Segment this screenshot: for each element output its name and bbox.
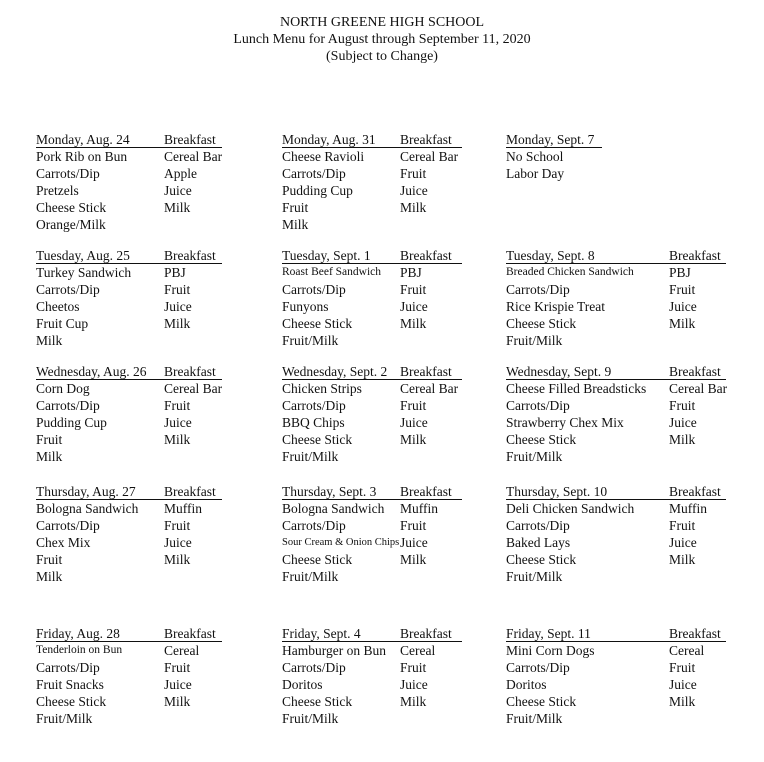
breakfast-items: [400, 500, 438, 568]
breakfast-item: Juice: [400, 183, 428, 198]
breakfast-item: Milk: [400, 552, 427, 567]
day-header: [506, 132, 602, 148]
breakfast-item: Apple: [164, 166, 197, 181]
day-date: Thursday, Sept. 3: [282, 484, 377, 499]
breakfast-label: Breakfast: [164, 248, 216, 263]
breakfast-item: Cereal Bar: [400, 381, 459, 396]
day-date: Tuesday, Aug. 25: [36, 248, 130, 263]
lunch-item: Cheese Stick: [36, 200, 107, 215]
breakfast-item: Cereal: [400, 643, 436, 658]
day-date: Monday, Sept. 7: [506, 132, 595, 147]
lunch-item: Bologna Sandwich: [36, 501, 139, 516]
lunch-item: Cheese Stick: [506, 432, 577, 447]
day-header: [36, 364, 222, 380]
breakfast-item: Juice: [164, 299, 192, 314]
breakfast-items: [400, 642, 435, 710]
day-header: [282, 364, 462, 380]
lunch-items: [506, 642, 595, 727]
lunch-items: [282, 500, 399, 585]
day-header: [506, 248, 726, 264]
lunch-item: Deli Chicken Sandwich: [506, 501, 635, 516]
breakfast-item: Juice: [669, 535, 697, 550]
lunch-item: Fruit/Milk: [506, 449, 563, 464]
lunch-item: Milk: [36, 449, 63, 464]
breakfast-items: [164, 500, 202, 568]
breakfast-item: Fruit: [669, 398, 696, 413]
lunch-item: Carrots/Dip: [506, 660, 570, 675]
lunch-items: [506, 264, 634, 349]
lunch-item: Turkey Sandwich: [36, 265, 132, 280]
breakfast-item: Cereal Bar: [669, 381, 728, 396]
day-date: Thursday, Aug. 27: [36, 484, 136, 499]
lunch-items: [36, 380, 107, 465]
breakfast-item: Fruit: [669, 660, 696, 675]
lunch-item: Fruit/Milk: [282, 711, 339, 726]
breakfast-item: Milk: [400, 694, 427, 709]
lunch-item: Cheese Ravioli: [282, 149, 365, 164]
lunch-item: Bologna Sandwich: [282, 501, 385, 516]
lunch-items: [282, 148, 364, 233]
breakfast-item: Milk: [164, 694, 191, 709]
breakfast-item: Fruit: [400, 166, 427, 181]
lunch-item: Hamburger on Bun: [282, 643, 386, 658]
lunch-item: Carrots/Dip: [36, 660, 100, 675]
breakfast-item: Milk: [164, 432, 191, 447]
day-date: Tuesday, Sept. 1: [282, 248, 371, 263]
menu-note: (Subject to Change): [326, 49, 438, 64]
breakfast-item: Milk: [669, 432, 696, 447]
day-date: Wednesday, Aug. 26: [36, 364, 147, 379]
lunch-item: Breaded Chicken Sandwich: [506, 266, 634, 278]
lunch-item: Funyons: [282, 299, 329, 314]
breakfast-item: Juice: [669, 299, 697, 314]
menu-title: Lunch Menu for August through September 11, 2020: [233, 32, 531, 47]
breakfast-item: Milk: [400, 200, 427, 215]
breakfast-item: Milk: [164, 552, 191, 567]
lunch-item: Fruit: [36, 552, 63, 567]
breakfast-item: Milk: [669, 316, 696, 331]
breakfast-label: Breakfast: [164, 626, 216, 641]
lunch-item: Milk: [36, 569, 63, 584]
day-header: [36, 132, 222, 148]
day-date: Monday, Aug. 24: [36, 132, 130, 147]
lunch-item: Fruit/Milk: [282, 569, 339, 584]
lunch-item: Cheetos: [36, 299, 80, 314]
lunch-item: Milk: [282, 217, 309, 232]
lunch-item: Roast Beef Sandwich: [282, 266, 382, 278]
lunch-item: Pretzels: [36, 183, 79, 198]
breakfast-item: Muffin: [669, 501, 708, 516]
lunch-item: Mini Corn Dogs: [506, 643, 595, 658]
lunch-item: Fruit/Milk: [282, 333, 339, 348]
day-date: Tuesday, Sept. 8: [506, 248, 595, 263]
breakfast-item: Fruit: [400, 282, 427, 297]
lunch-item: BBQ Chips: [282, 415, 345, 430]
day-date: Wednesday, Sept. 2: [282, 364, 388, 379]
breakfast-items: [400, 380, 458, 448]
lunch-item: Fruit: [282, 200, 309, 215]
lunch-items: [282, 264, 381, 349]
breakfast-item: Juice: [164, 677, 192, 692]
lunch-item: Fruit Snacks: [36, 677, 104, 692]
breakfast-item: Fruit: [164, 660, 191, 675]
breakfast-item: Fruit: [669, 518, 696, 533]
lunch-items: [36, 642, 122, 727]
breakfast-item: Cereal: [669, 643, 705, 658]
lunch-item: Doritos: [506, 677, 547, 692]
lunch-item: Cheese Stick: [282, 552, 353, 567]
lunch-item: Fruit/Milk: [506, 569, 563, 584]
breakfast-item: Juice: [400, 299, 428, 314]
school-name: NORTH GREENE HIGH SCHOOL: [279, 15, 485, 30]
lunch-item: Carrots/Dip: [506, 282, 570, 297]
breakfast-item: Juice: [400, 535, 428, 550]
breakfast-label: Breakfast: [400, 626, 452, 641]
breakfast-item: Cereal Bar: [400, 149, 459, 164]
lunch-item: Sour Cream & Onion Chips: [282, 537, 400, 548]
breakfast-items: [669, 264, 697, 332]
lunch-item: Tenderloin on Bun: [36, 644, 123, 656]
breakfast-items: [164, 642, 199, 710]
lunch-item: Carrots/Dip: [36, 166, 100, 181]
breakfast-item: Fruit: [164, 518, 191, 533]
breakfast-item: Muffin: [164, 501, 203, 516]
lunch-item: Fruit: [36, 432, 63, 447]
breakfast-label: Breakfast: [669, 626, 721, 641]
breakfast-item: Juice: [164, 415, 192, 430]
breakfast-item: Muffin: [400, 501, 439, 516]
document-header: [0, 14, 764, 65]
breakfast-item: Fruit: [669, 282, 696, 297]
day-header: [36, 248, 222, 264]
breakfast-label: Breakfast: [164, 132, 216, 147]
lunch-item: Carrots/Dip: [36, 398, 100, 413]
day-header: [36, 626, 222, 642]
breakfast-label: Breakfast: [164, 364, 216, 379]
lunch-item: No School: [506, 149, 564, 164]
day-header: [506, 484, 726, 500]
breakfast-items: [400, 148, 458, 216]
breakfast-item: Cereal: [164, 643, 200, 658]
lunch-item: Labor Day: [506, 166, 565, 181]
lunch-item: Fruit/Milk: [506, 333, 563, 348]
breakfast-item: Milk: [669, 552, 696, 567]
lunch-item: Baked Lays: [506, 535, 571, 550]
lunch-items: [506, 380, 646, 465]
day-header: [506, 626, 726, 642]
lunch-item: Pudding Cup: [36, 415, 107, 430]
lunch-item: Carrots/Dip: [36, 282, 100, 297]
breakfast-item: Juice: [164, 535, 192, 550]
lunch-item: Fruit/Milk: [506, 711, 563, 726]
day-header: [36, 484, 222, 500]
breakfast-label: Breakfast: [400, 484, 452, 499]
lunch-item: Orange/Milk: [36, 217, 106, 232]
lunch-item: Cheese Stick: [282, 316, 353, 331]
lunch-items: [36, 264, 131, 349]
breakfast-item: PBJ: [669, 265, 691, 280]
breakfast-items: [669, 380, 727, 448]
lunch-item: Cheese Filled Breadsticks: [506, 381, 647, 396]
day-header: [282, 626, 462, 642]
day-header: [506, 364, 726, 380]
breakfast-item: Fruit: [164, 282, 191, 297]
breakfast-item: Milk: [164, 316, 191, 331]
breakfast-item: Fruit: [400, 398, 427, 413]
breakfast-item: Cereal Bar: [164, 149, 223, 164]
breakfast-item: Cereal Bar: [164, 381, 223, 396]
breakfast-item: Juice: [669, 415, 697, 430]
lunch-item: Carrots/Dip: [282, 166, 346, 181]
day-header: [282, 248, 462, 264]
lunch-item: Carrots/Dip: [506, 518, 570, 533]
lunch-items: [36, 500, 138, 585]
lunch-items: [282, 380, 362, 465]
lunch-items: [506, 148, 564, 182]
lunch-item: Fruit/Milk: [36, 711, 93, 726]
lunch-item: Chex Mix: [36, 535, 91, 550]
breakfast-label: Breakfast: [669, 484, 721, 499]
day-date: Thursday, Sept. 10: [506, 484, 608, 499]
lunch-item: Cheese Stick: [282, 432, 353, 447]
day-header: [282, 132, 462, 148]
breakfast-item: Milk: [164, 200, 191, 215]
breakfast-item: PBJ: [164, 265, 186, 280]
lunch-item: Carrots/Dip: [506, 398, 570, 413]
lunch-item: Fruit/Milk: [282, 449, 339, 464]
lunch-item: Carrots/Dip: [36, 518, 100, 533]
breakfast-item: Juice: [400, 415, 428, 430]
lunch-item: Cheese Stick: [506, 316, 577, 331]
breakfast-label: Breakfast: [669, 248, 721, 263]
breakfast-item: Juice: [400, 677, 428, 692]
day-date: Friday, Sept. 4: [282, 626, 361, 641]
lunch-items: [506, 500, 634, 585]
lunch-item: Doritos: [282, 677, 323, 692]
breakfast-item: Juice: [669, 677, 697, 692]
breakfast-item: Juice: [164, 183, 192, 198]
day-date: Friday, Sept. 11: [506, 626, 591, 641]
breakfast-items: [669, 642, 704, 710]
day-date: Monday, Aug. 31: [282, 132, 376, 147]
breakfast-items: [164, 380, 222, 448]
breakfast-item: Milk: [400, 432, 427, 447]
breakfast-items: [400, 264, 428, 332]
lunch-item: Cheese Stick: [506, 552, 577, 567]
lunch-item: Carrots/Dip: [282, 398, 346, 413]
breakfast-item: Fruit: [164, 398, 191, 413]
lunch-item: Chicken Strips: [282, 381, 362, 396]
breakfast-items: [164, 148, 222, 216]
breakfast-label: Breakfast: [669, 364, 721, 379]
breakfast-label: Breakfast: [164, 484, 216, 499]
breakfast-label: Breakfast: [400, 248, 452, 263]
breakfast-item: Fruit: [400, 660, 427, 675]
breakfast-item: Milk: [400, 316, 427, 331]
lunch-item: Corn Dog: [36, 381, 90, 396]
breakfast-item: Milk: [669, 694, 696, 709]
breakfast-items: [164, 264, 192, 332]
lunch-item: Cheese Stick: [506, 694, 577, 709]
lunch-item: Milk: [36, 333, 63, 348]
lunch-item: Strawberry Chex Mix: [506, 415, 624, 430]
breakfast-item: PBJ: [400, 265, 422, 280]
lunch-item: Carrots/Dip: [282, 660, 346, 675]
lunch-items: [36, 148, 127, 233]
lunch-item: Pudding Cup: [282, 183, 353, 198]
lunch-item: Fruit Cup: [36, 316, 89, 331]
lunch-item: Cheese Stick: [36, 694, 107, 709]
lunch-item: Rice Krispie Treat: [506, 299, 605, 314]
breakfast-item: Fruit: [400, 518, 427, 533]
breakfast-label: Breakfast: [400, 132, 452, 147]
lunch-item: Carrots/Dip: [282, 282, 346, 297]
lunch-item: Carrots/Dip: [282, 518, 346, 533]
lunch-item: Pork Rib on Bun: [36, 149, 128, 164]
day-header: [282, 484, 462, 500]
day-date: Wednesday, Sept. 9: [506, 364, 612, 379]
breakfast-label: Breakfast: [400, 364, 452, 379]
breakfast-items: [669, 500, 707, 568]
day-date: Friday, Aug. 28: [36, 626, 120, 641]
lunch-item: Cheese Stick: [282, 694, 353, 709]
lunch-items: [282, 642, 386, 727]
